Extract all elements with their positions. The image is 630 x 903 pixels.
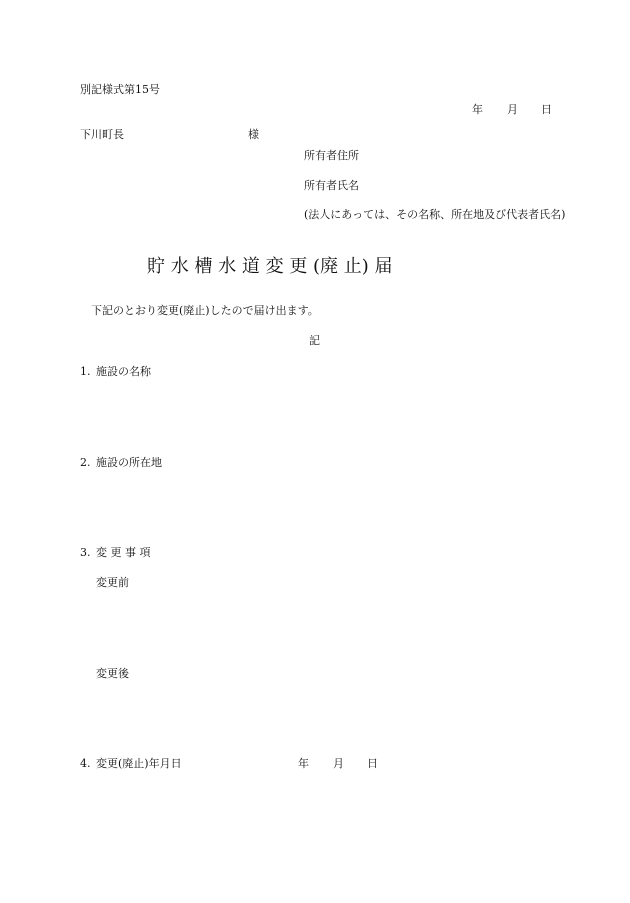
item-1-number: 1.	[80, 365, 91, 378]
item-2-number: 2.	[80, 456, 91, 469]
item-3-number: 3.	[80, 546, 91, 559]
item-4-label: 変更(廃止)年月日	[96, 757, 182, 770]
change-date-day: 日	[367, 757, 378, 770]
header-date-day: 日	[541, 103, 552, 116]
intro-text: 下記のとおり変更(廃止)したので届け出ます。	[91, 304, 319, 317]
ki-heading: 記	[309, 334, 320, 347]
change-date-year: 年	[298, 757, 309, 770]
change-after-label: 変更後	[96, 667, 129, 680]
addressee-honorific: 様	[248, 128, 259, 141]
item-4-number: 4.	[80, 757, 91, 770]
addressee-name: 下川町長	[80, 128, 124, 141]
applicant-note: (法人にあっては、その名称、所在地及び代表者氏名)	[304, 208, 566, 221]
item-3-label: 変 更 事 項	[96, 546, 151, 559]
header-date-month: 月	[507, 103, 518, 116]
item-2-label: 施設の所在地	[96, 456, 162, 469]
header-date-year: 年	[472, 103, 483, 116]
form-number: 別記様式第15号	[80, 83, 160, 96]
applicant-address-label: 所有者住所	[304, 149, 359, 162]
change-date-month: 月	[333, 757, 344, 770]
applicant-name-label: 所有者氏名	[304, 179, 359, 192]
document-title: 貯 水 槽 水 道 変 更 (廃 止) 届	[147, 256, 393, 277]
change-before-label: 変更前	[96, 576, 129, 589]
item-1-label: 施設の名称	[96, 365, 151, 378]
